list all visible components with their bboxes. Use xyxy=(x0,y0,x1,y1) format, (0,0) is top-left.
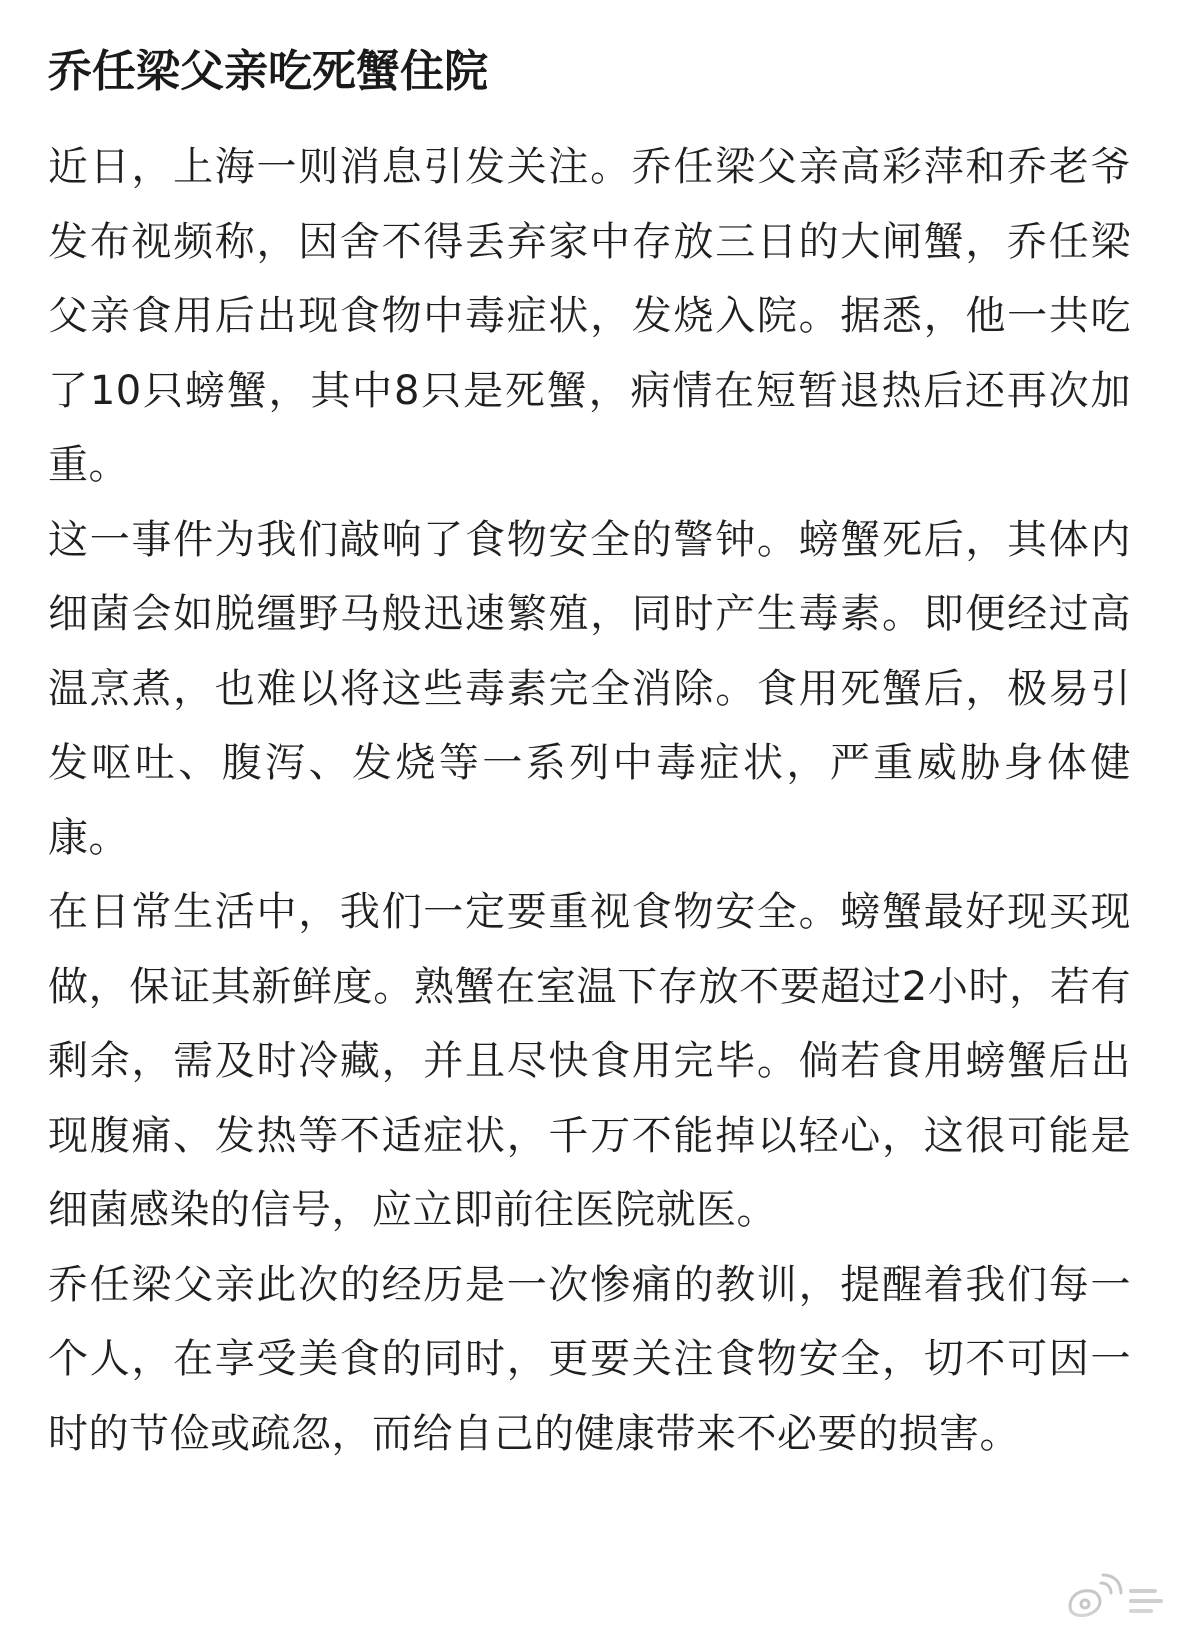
weibo-watermark-icon xyxy=(1057,1571,1167,1627)
article-paragraph: 乔任梁父亲此次的经历是一次惨痛的教训，提醒着我们每一个人，在享受美食的同时，更要关注食物安全，切不可因一时的节俭或疏忽，而给自己的健康带来不必要的损害。 xyxy=(48,1261,1131,1457)
article-paragraph: 这一事件为我们敲响了食物安全的警钟。螃蟹死后，其体内细菌会如脱缰野马般迅速繁殖，同时产生毒素。即便经过高温烹煮，也难以将这些毒素完全消除。食用死蟹后，极易引发呕吐、腹泻、发烧等一系列中毒症状，严重威胁身体健康。 xyxy=(48,516,1131,861)
bottom-fade xyxy=(0,1605,1179,1645)
article-paragraph: 近日，上海一则消息引发关注。乔任梁父亲高彩萍和乔老爷发布视频称，因舍不得丢弃家中存放三日的大闸蟹，乔任梁父亲食用后出现食物中毒症状，发烧入院。据悉，他一共吃了10只螃蟹，其中8只是死蟹，病情在短暂退热后还再次加重。 xyxy=(48,144,1131,488)
article-title: 乔任梁父亲吃死蟹住院 xyxy=(48,46,488,97)
article-body xyxy=(48,130,1131,1471)
article-paragraph: 在日常生活中，我们一定要重视食物安全。螃蟹最好现买现做，保证其新鲜度。熟蟹在室温下存放不要超过2小时，若有剩余，需及时冷藏，并且尽快食用完毕。倘若食用螃蟹后出现腹痛、发热等不适症状，千万不能掉以轻心，这很可能是细菌感染的信号，应立即前往医院就医。 xyxy=(48,889,1131,1233)
